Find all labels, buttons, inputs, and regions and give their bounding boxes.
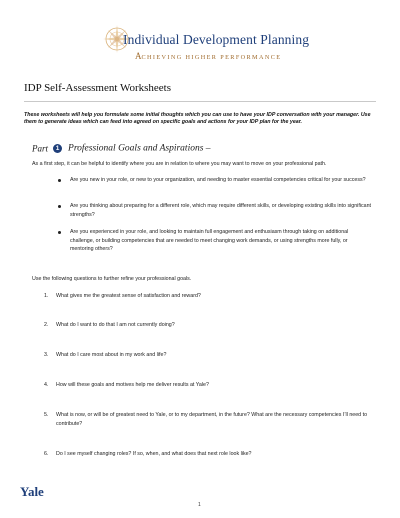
- question-text: What do I care most about in my work and life?: [56, 352, 167, 358]
- yale-logo: Yale: [20, 484, 44, 499]
- part-number-badge: 1: [53, 144, 62, 153]
- question-number: 3.: [44, 352, 49, 358]
- question-text: What gives me the greatest sense of satisfaction and reward?: [56, 293, 201, 299]
- brand-tagline-initial: A: [135, 51, 142, 61]
- document-header: [0, 0, 400, 64]
- question-number: 1.: [44, 293, 49, 299]
- part-label: Part: [32, 143, 49, 154]
- question-number: 2.: [44, 322, 49, 328]
- document-title: IDP Self-Assessment Worksheets: [24, 82, 171, 94]
- intro-paragraph: These worksheets will help you formulate some initial thoughts which you can use to have your IDP conversation with your manager. Use them to generate ideas which can feed into agreed on specific goals and actions for your IDP plan for the year.: [24, 112, 371, 126]
- list-item-text: Are you experienced in your role, and looking to maintain full engagement and enthusiasm through taking on additional challenge, or building competencies that are needed to meet changing work demands, or using strengths more fully, or mentoring others?: [70, 229, 349, 253]
- part-heading: [32, 139, 211, 154]
- list-item: [58, 228, 372, 254]
- question-text: Do I see myself changing roles? If so, when, and what does that next role look like?: [56, 451, 252, 457]
- title-divider: [24, 101, 376, 102]
- page-number: 1: [198, 502, 201, 508]
- list-item-text: Are you thinking about preparing for a different role, which may require different skills, or developing existing skills into significant strengths?: [70, 203, 372, 218]
- question-text: What do I want to do that I am not currently doing?: [56, 322, 175, 328]
- bullet-icon: [58, 231, 61, 234]
- question-text: What is now, or will be of greatest need to Yale, or to my department, in the future? What are the necessary competencies I’ll need to contribute?: [56, 412, 368, 427]
- brand-title: Individual Development Planning: [123, 32, 310, 47]
- question-number: 6.: [44, 451, 49, 457]
- brand-tagline-rest: CHIEVING HIGHER PERFORMANCE: [141, 54, 282, 61]
- refine-instruction: Use the following questions to further refine your professional goals.: [32, 276, 192, 282]
- question-number: 5.: [44, 412, 49, 418]
- list-item: [58, 176, 372, 185]
- question-number: 4.: [44, 382, 49, 388]
- question-text: How will these goals and motives help me deliver results at Yale?: [56, 382, 209, 388]
- lead-paragraph: As a first step, it can be helpful to identify where you are in relation to where you may want to move on your professional path.: [32, 161, 327, 167]
- bullet-icon: [58, 179, 61, 182]
- part-title: Professional Goals and Aspirations –: [68, 143, 211, 154]
- bullet-icon: [58, 205, 61, 208]
- brand-tagline: [135, 51, 281, 61]
- list-item-text: Are you new in your role, or new to your organization, and needing to master essential competencies critical for your success?: [70, 177, 366, 183]
- list-item: [58, 202, 372, 219]
